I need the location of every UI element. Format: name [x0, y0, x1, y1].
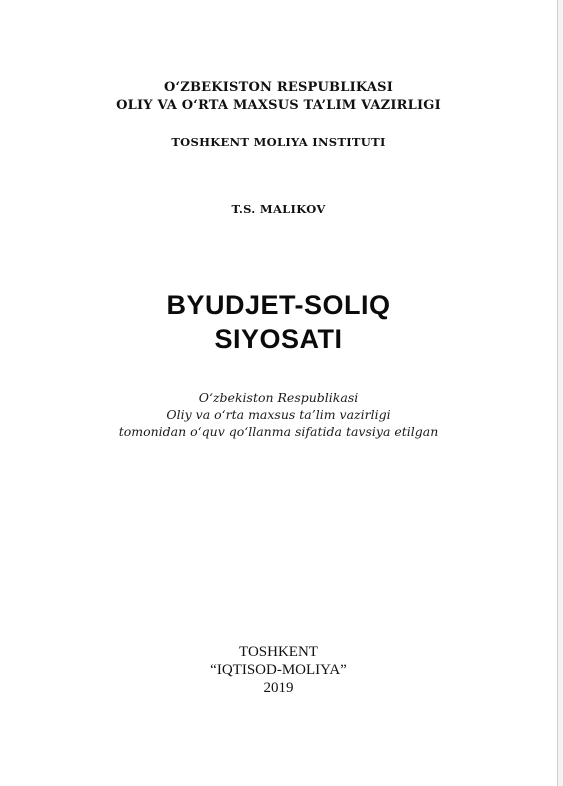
viewer-scrollbar[interactable] — [558, 0, 563, 786]
approval-line-3: tomonidan o‘quv qo‘llanma sifatida tavsiya etilgan — [118, 424, 439, 439]
approval-line-2: Oliy va o‘rta maxsus ta’lim vazirligi — [166, 407, 391, 422]
publication-year: 2019 — [263, 680, 294, 696]
institute-name: TOSHKENT MOLIYA INSTITUTI — [171, 135, 386, 149]
ministry-line-1: O‘ZBEKISTON RESPUBLIKASI — [164, 80, 393, 95]
book-title-line-1: BYUDJET-SOLIQ — [166, 290, 391, 320]
approval-line-1: O‘zbekiston Respublikasi — [198, 390, 359, 405]
publication-city: TOSHKENT — [239, 644, 318, 660]
book-title-line-2: SIYOSATI — [214, 324, 343, 354]
ministry-line-2: OLIY VA O‘RTA MAXSUS TA’LIM VAZIRLIGI — [116, 98, 441, 113]
author-name: T.S. MALIKOV — [231, 202, 326, 216]
publisher-name: “IQTISOD-MOLIYA” — [210, 662, 347, 678]
